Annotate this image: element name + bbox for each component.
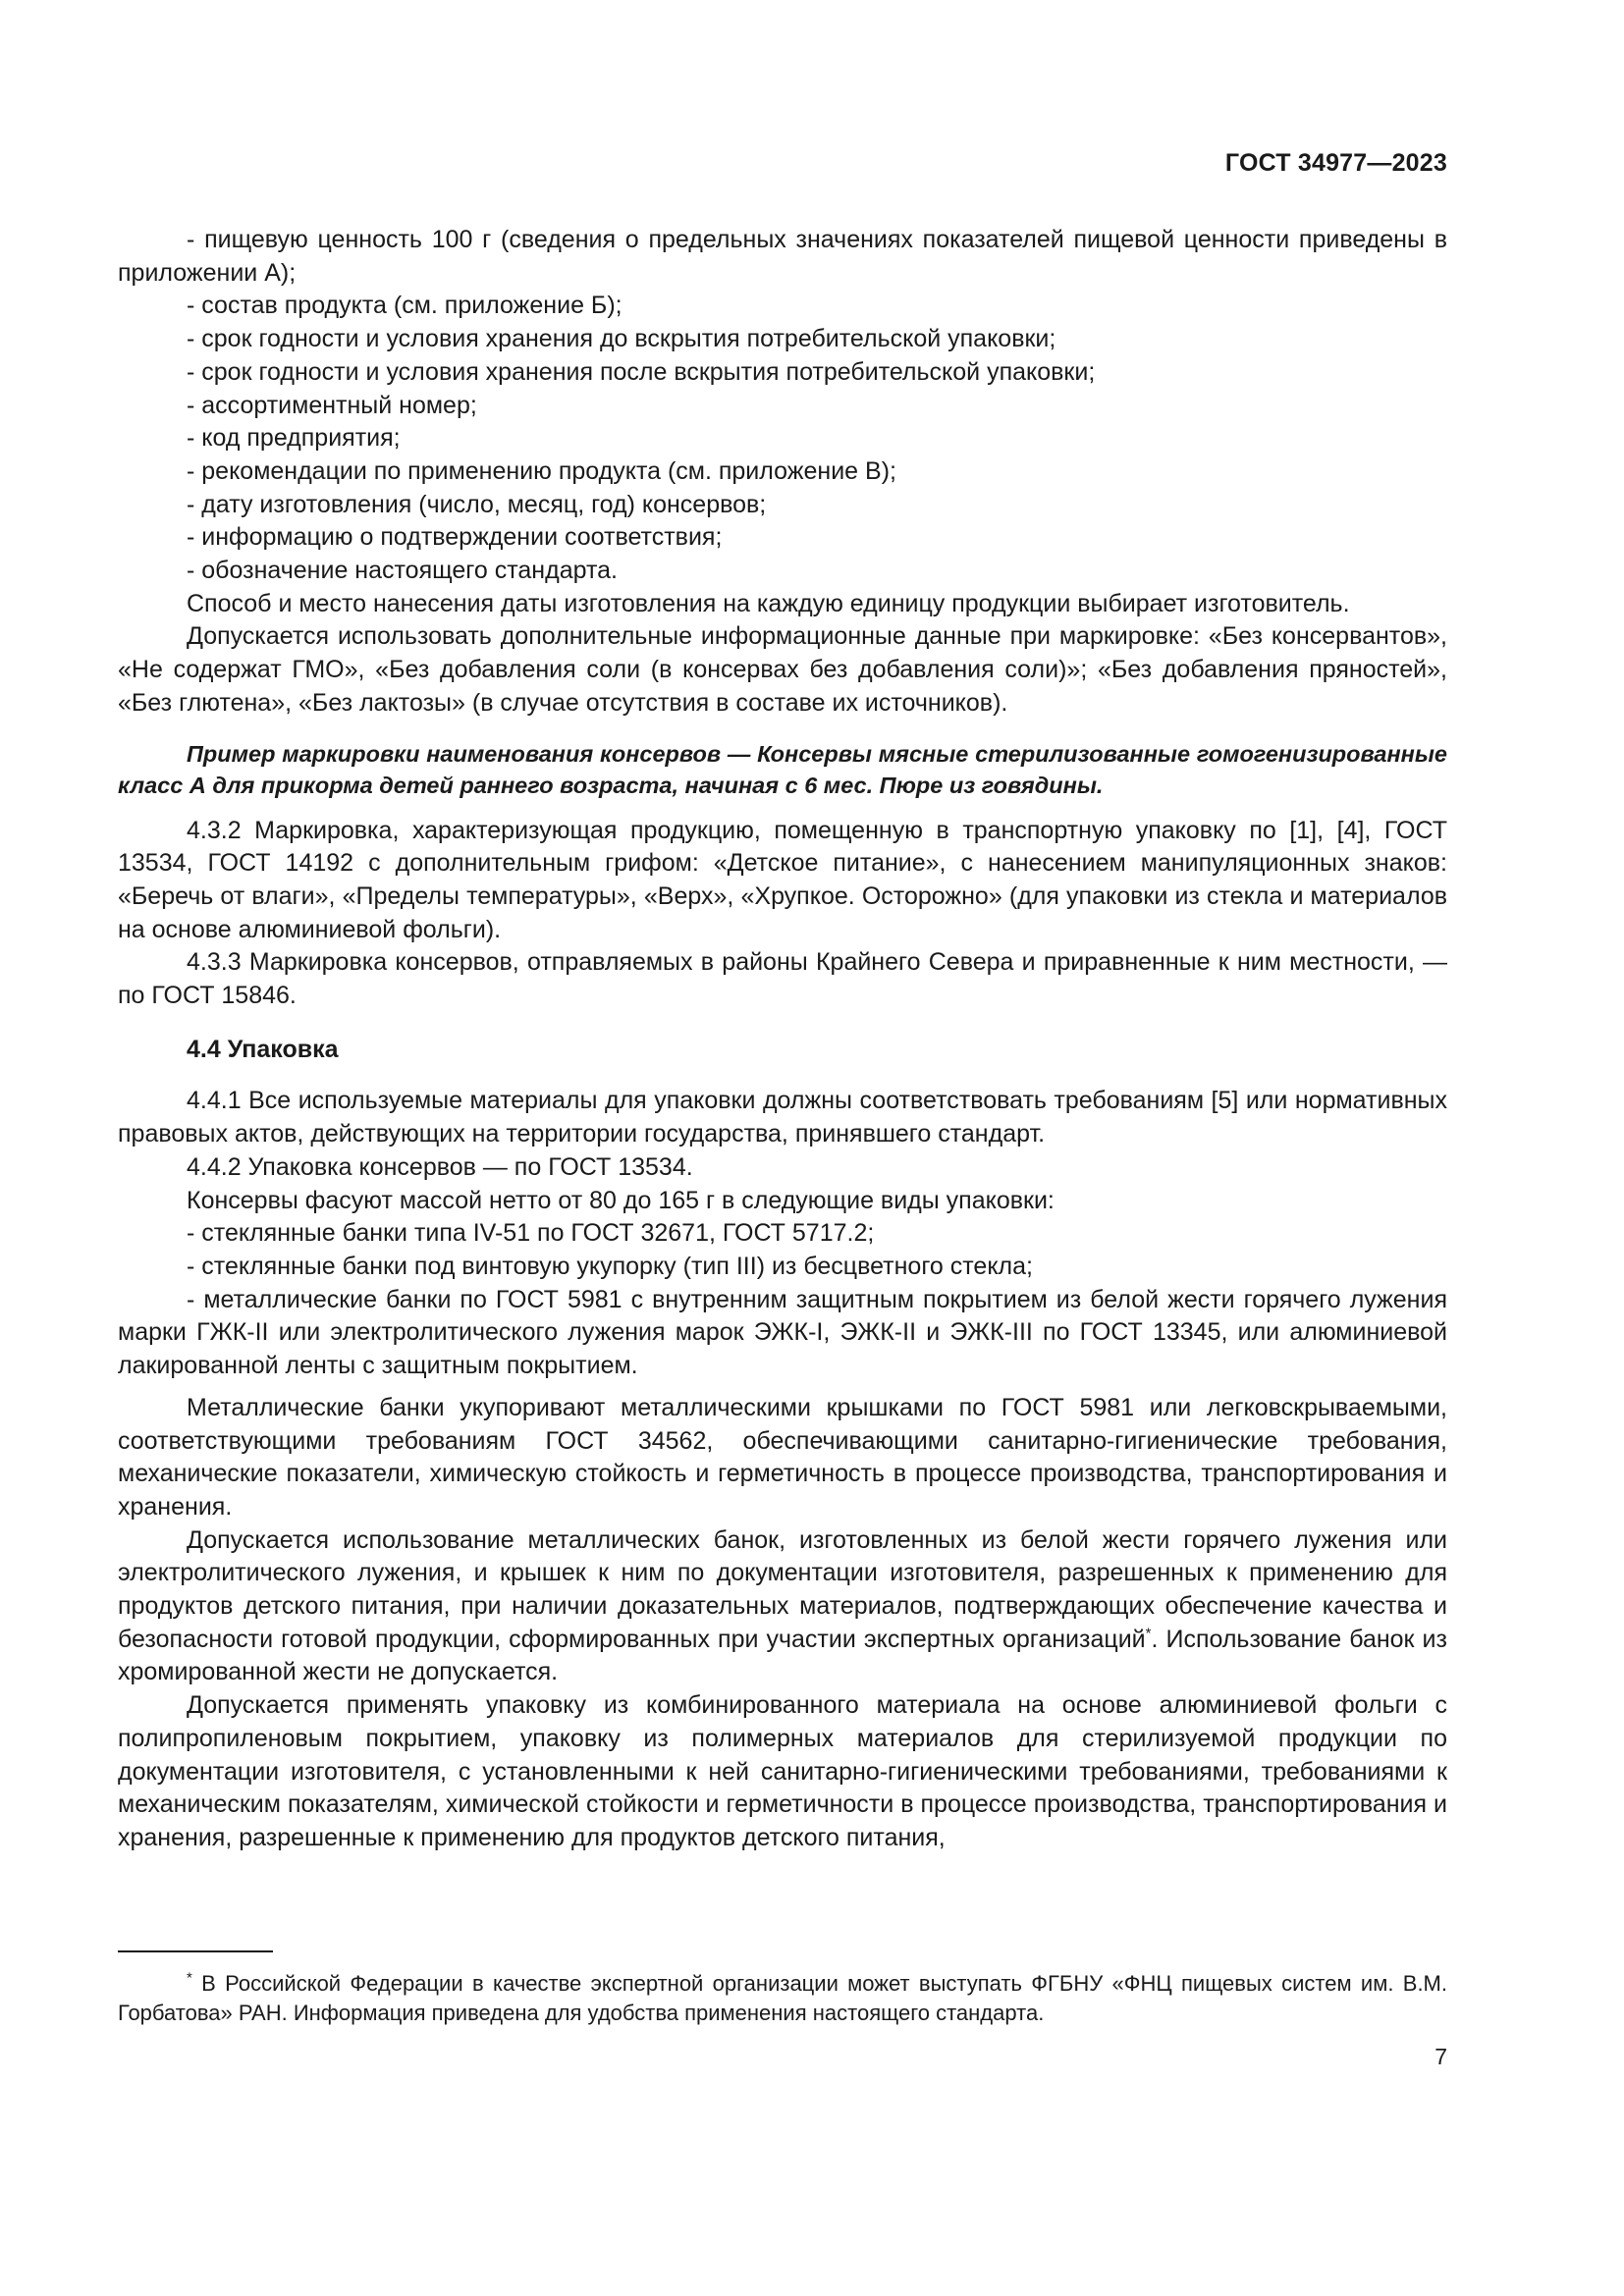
section-title-packaging: 4.4 Упаковка: [187, 1035, 339, 1063]
list-item: - обозначение настоящего стандарта.: [187, 557, 618, 585]
paragraph-allowed-metal-text-b: . Использование банок из хромированной жести не допускается.: [118, 1625, 1447, 1686]
list-item: - информацию о подтверждении соответствия;: [187, 523, 723, 552]
clause-4-4-1: 4.4.1 Все используемые материалы для упаковки должны соответствовать требованиям [5] или нормативных правовых актов, действующих на территории государства, принявшего стандарт.: [118, 1087, 1447, 1148]
list-item: - срок годности и условия хранения до вскрытия потребительской упаковки;: [187, 325, 1056, 353]
footnote-text-block: [118, 1969, 1447, 2028]
clause-4-4-2: 4.4.2 Упаковка консервов — по ГОСТ 13534.: [187, 1152, 693, 1181]
list-item: - металлические банки по ГОСТ 5981 с внутренним защитным покрытием из белой жести горячего лужения марки ГЖК-II или электролитического лужения марок ЭЖК-I, ЭЖК-II и ЭЖК-III по ГОСТ 13345, или алюминиевой лакированной ленты с защитным покрытием.: [118, 1285, 1447, 1380]
paragraph-allowed-metal-text-a: Допускается использование металлических банок, изготовленных из белой жести горячего лужения или электролитического лужения, и крышек к ним по документации изготовителя, разрешенных к применению для продуктов детского питания, при наличии доказательных материалов, подтверждающих обеспечение качества и безопасности готовой продукции, сформированных при участии экспертных организаций: [118, 1525, 1447, 1653]
paragraph-metal-cans: Металлические банки укупоривают металлическими крышками по ГОСТ 5981 или легковскрываемыми, соответствующими требованиям ГОСТ 34562, обеспечивающими санитарно-гигиенические требования, механические показатели, химическую стойкость и герметичность в процессе производства, транспортирования и хранения.: [118, 1393, 1447, 1521]
list-item: - состав продукта (см. приложение Б);: [187, 292, 623, 320]
paragraph-net-mass: Консервы фасуют массой нетто от 80 до 165 г в следующие виды упаковки:: [187, 1186, 1055, 1214]
footnote-mark: *: [187, 1969, 192, 1987]
paragraph-additional-info: Допускается использовать дополнительные информационные данные при маркировке: «Без консервантов», «Не содержат ГМО», «Без добавления соли (в консервах без добавления соли)»; «Без добавления пряностей», «Без глютена», «Без лактозы» (в случае отсутствия в составе их источников).: [118, 622, 1447, 717]
document-header-id: ГОСТ 34977—2023: [1224, 149, 1447, 177]
list-item: - дату изготовления (число, месяц, год) консервов;: [187, 490, 767, 518]
paragraph-date-place: Способ и место нанесения даты изготовления на каждую единицу продукции выбирает изготовитель.: [187, 589, 1350, 617]
footnote-divider: [118, 1950, 273, 1952]
list-item: - срок годности и условия хранения после вскрытия потребительской упаковки;: [187, 357, 1096, 386]
list-item: - стеклянные банки типа IV-51 по ГОСТ 32671, ГОСТ 5717.2;: [187, 1219, 875, 1248]
document-body: [118, 224, 1447, 1855]
list-item: - код предприятия;: [187, 424, 401, 453]
list-item: - ассортиментный номер;: [187, 391, 477, 419]
list-item: - пищевую ценность 100 г (сведения о предельных значениях показателей пищевой ценности приведены в приложении А);: [118, 226, 1447, 287]
clause-4-3-3: 4.3.3 Маркировка консервов, отправляемых в районы Крайнего Севера и приравненные к ним местности, — по ГОСТ 15846.: [118, 948, 1447, 1010]
paragraph-allowed-metal: [118, 1524, 1447, 1690]
clause-4-3-2: 4.3.2 Маркировка, характеризующая продукцию, помещенную в транспортную упаковку по [1], [4], ГОСТ 13534, ГОСТ 14192 с дополнительным грифом: «Детское питание», с нанесением манипуляционных знаков: «Беречь от влаги», «Пределы температуры», «Верх», «Хрупкое. Осторожно» (для упаковки из стекла и материалов на основе алюминиевой фольги).: [118, 816, 1447, 943]
marking-example: Пример маркировки наименования консервов — Консервы мясные стерилизованные гомогенизированные класс А для прикорма детей раннего возраста, начиная с 6 мес. Пюре из говядины.: [118, 740, 1447, 798]
footnote: [118, 1969, 1447, 2028]
paragraph-combined-material: Допускается применять упаковку из комбинированного материала на основе алюминиевой фольги с полипропиленовым покрытием, упаковку из полимерных материалов для стерилизуемой продукции по документации изготовителя, с установленными к ней санитарно-гигиеническими требованиями, требованиями к механическим показателям, химической стойкости и герметичности в процессе производства, транспортирования и хранения, разрешенные к применению для продуктов детского питания,: [118, 1691, 1447, 1851]
list-item: - стеклянные банки под винтовую укупорку (тип III) из бесцветного стекла;: [187, 1252, 1033, 1280]
page-number: 7: [1435, 2044, 1447, 2069]
footnote-reference-mark: *: [1145, 1625, 1152, 1642]
list-item: - рекомендации по применению продукта (см. приложение В);: [187, 456, 896, 485]
footnote-text: В Российской Федерации в качестве экспертной организации может выступать ФГБНУ «ФНЦ пищевых систем им. В.М. Горбатова» РАН. Информация приведена для удобства применения настоящего стандарта.: [118, 1971, 1447, 2025]
